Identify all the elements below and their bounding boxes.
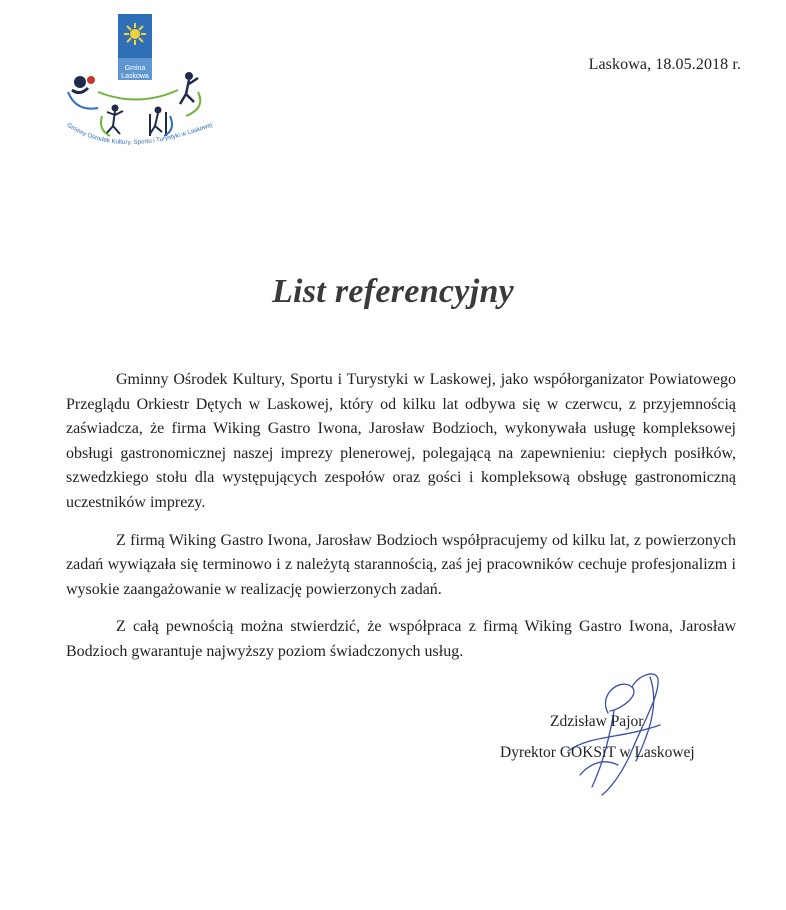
body-paragraph-3: Z całą pewnością można stwierdzić, że współpraca z firmą Wiking Gastro Iwona, Jarosław Bodzioch gwarantuje najwyższy poziom świadczonych usług.: [66, 618, 736, 660]
body-paragraph-1: Gminny Ośrodek Kultury, Sportu i Turystyki w Laskowej, jako współorganizator Powiatowego Przeglądu Orkiestr Dętych w Laskowej, który od kilku lat odbywa się w czerwcu, z przyjemnością zaświadcza, że firma Wiking Gastro Iwona, Jarosław Bodzioch, wykonywała usługę kompleksowej obsługi gastronomicznej naszej imprezy plenerowej, polegającą na zapewnieniu: ciepłych posiłków, szwedzkiego stołu dla występujących zespołów oraz gości i kompleksową obsługę gastronomiczną uczestników imprezy.: [66, 371, 736, 511]
signatory-role: Dyrektor GOKSiT w Laskowej: [500, 744, 695, 761]
body-paragraph-2: Z firmą Wiking Gastro Iwona, Jarosław Bodzioch współpracujemy od kilku lat, z powierzonych zadań wywiązała się terminowo i z należytą starannością, zaś jej pracowników cechuje profesjonalizm i wysokie zaangażowanie w realizację powierzonych zadań.: [66, 531, 736, 598]
logo-lettering-2: Laskowa: [121, 73, 149, 80]
logo-tagline: Gminny Ośrodek Kultury, Sportu i Turystyki w Laskowej: [65, 121, 214, 147]
letter-date: Laskowa, 18.05.2018 r.: [588, 56, 741, 73]
letter-title: List referencyjny: [271, 273, 515, 310]
handwritten-signature: [510, 665, 685, 805]
athlete-icon: [180, 72, 200, 116]
sun-icon: [124, 23, 146, 45]
logo-lettering-1: Gmina: [124, 65, 146, 72]
logo-graphic: [58, 12, 226, 160]
signatory-name: Zdzisław Pajor: [550, 713, 644, 730]
skier-icon: [150, 107, 172, 137]
organization-logo: [58, 12, 226, 160]
dancer-icon: [101, 105, 123, 137]
musician-icon: [68, 76, 98, 109]
letter-body: [66, 368, 736, 678]
